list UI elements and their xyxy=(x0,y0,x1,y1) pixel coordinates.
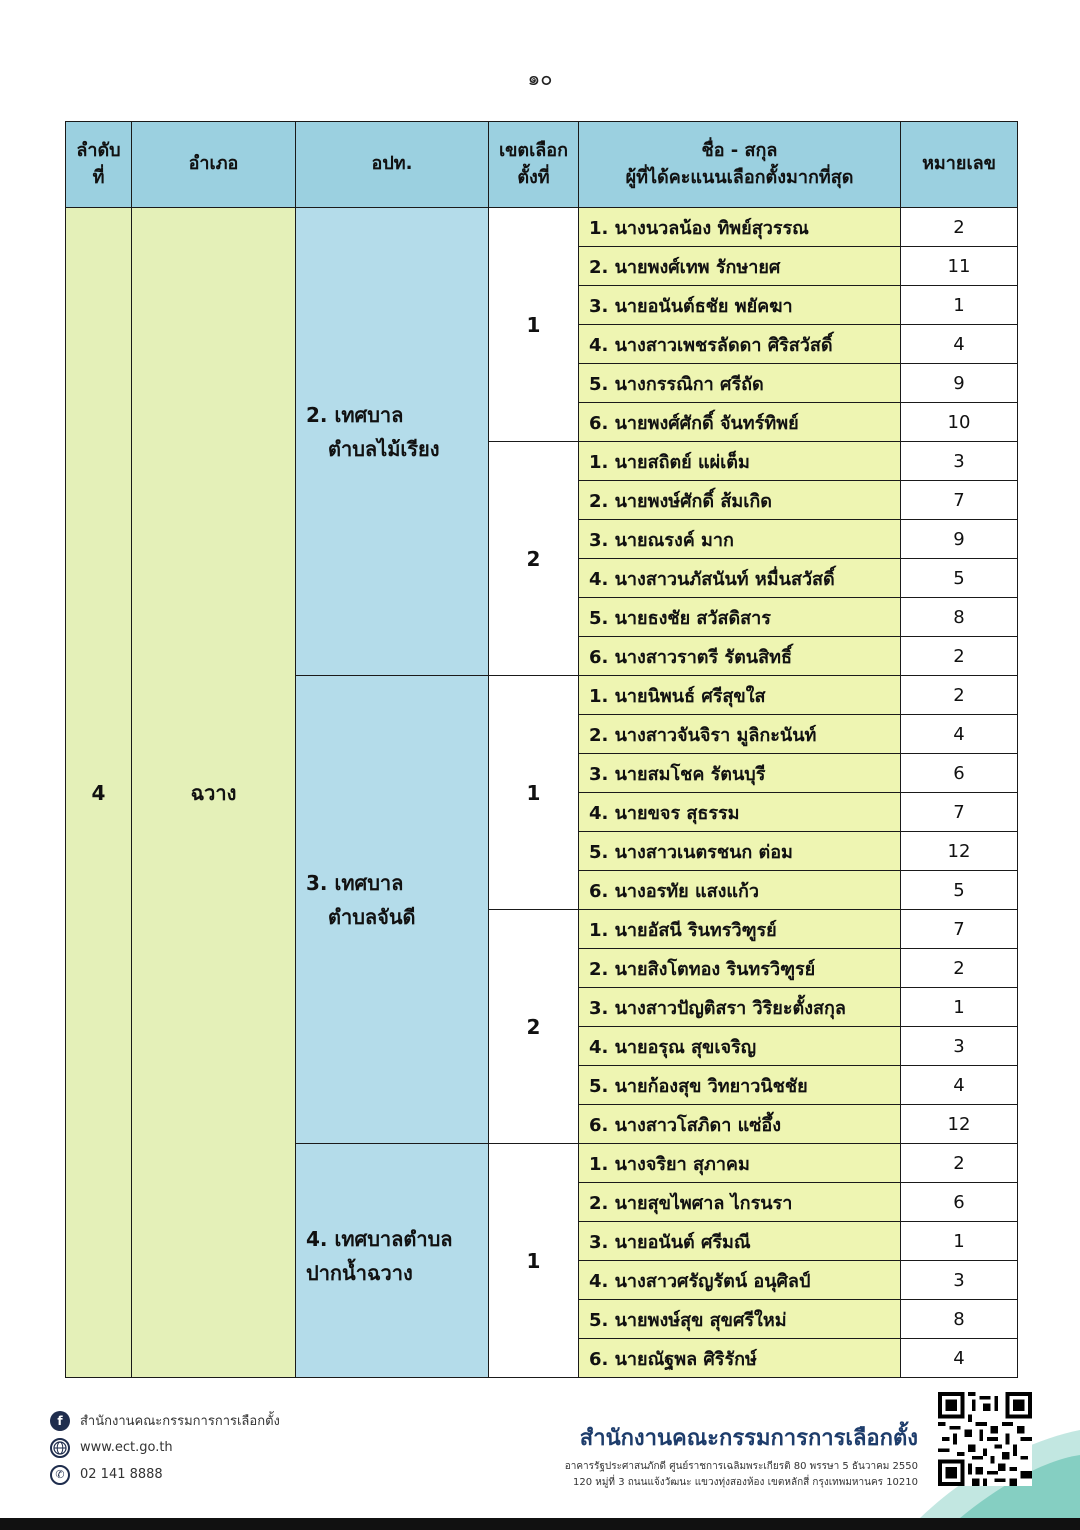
lao-name-line2: ตำบลไม้เรียง xyxy=(328,437,440,461)
header-zone: เขตเลือกตั้งที่ xyxy=(489,122,579,208)
zone-cell: 1 xyxy=(489,676,579,910)
candidate-number: 1 xyxy=(901,286,1018,325)
candidate-number: 9 xyxy=(901,520,1018,559)
candidate-number: 5 xyxy=(901,871,1018,910)
header-lao: อปท. xyxy=(296,122,489,208)
zone-cell: 2 xyxy=(489,442,579,676)
phone-number[interactable]: 02 141 8888 xyxy=(80,1467,163,1482)
page-number: ๑๐ xyxy=(527,66,553,90)
candidate-number: 12 xyxy=(901,1105,1018,1144)
seq-cell: 4 xyxy=(66,208,132,1378)
candidate-number: 8 xyxy=(901,1300,1018,1339)
candidate-number: 7 xyxy=(901,793,1018,832)
candidate-number: 2 xyxy=(901,1144,1018,1183)
candidate-number: 1 xyxy=(901,1222,1018,1261)
candidate-name: 1. นางนวลน้อง ทิพย์สุวรรณ xyxy=(579,208,901,247)
lao-cell xyxy=(296,208,489,676)
candidate-number: 12 xyxy=(901,832,1018,871)
candidate-number: 1 xyxy=(901,988,1018,1027)
candidate-name: 5. นางสาวเนตรชนก ต่อม xyxy=(579,832,901,871)
candidate-name: 1. นางจริยา สุภาคม xyxy=(579,1144,901,1183)
candidate-number: 2 xyxy=(901,676,1018,715)
candidate-number: 2 xyxy=(901,949,1018,988)
facebook-row xyxy=(50,1407,280,1434)
candidate-number: 3 xyxy=(901,1261,1018,1300)
contact-info xyxy=(50,1407,280,1488)
candidate-name: 6. นายพงศ์ศักดิ์ จันทร์ทิพย์ xyxy=(579,403,901,442)
results-body xyxy=(66,208,1018,1378)
candidate-name: 4. นางสาวเพชรลัดดา ศิริสวัสดิ์ xyxy=(579,325,901,364)
phone-icon: ✆ xyxy=(50,1465,70,1485)
table-row xyxy=(66,208,1018,247)
lao-name-line1: 2. เทศบาล xyxy=(306,403,404,427)
header-number: หมายเลข xyxy=(901,122,1018,208)
election-results-table xyxy=(65,121,1018,1378)
candidate-name: 6. นางอรทัย แสงแก้ว xyxy=(579,871,901,910)
lao-cell xyxy=(296,676,489,1144)
candidate-name: 5. นางกรรณิกา ศรีถัด xyxy=(579,364,901,403)
candidate-number: 8 xyxy=(901,598,1018,637)
address xyxy=(565,1459,918,1490)
candidate-number: 7 xyxy=(901,481,1018,520)
candidate-number: 4 xyxy=(901,715,1018,754)
candidate-number: 2 xyxy=(901,637,1018,676)
candidate-name: 4. นายอรุณ สุขเจริญ xyxy=(579,1027,901,1066)
candidate-number: 3 xyxy=(901,1027,1018,1066)
lao-name-line2: ปากน้ำฉวาง xyxy=(306,1261,413,1285)
candidate-name: 3. นางสาวปัญติสรา วิริยะตั้งสกุล xyxy=(579,988,901,1027)
candidate-name: 4. นายขจร สุธรรม xyxy=(579,793,901,832)
candidate-name: 2. นายพงษ์ศักดิ์ ส้มเกิด xyxy=(579,481,901,520)
phone-row xyxy=(50,1461,280,1488)
candidate-number: 4 xyxy=(901,1066,1018,1105)
candidate-name: 3. นายณรงค์ มาก xyxy=(579,520,901,559)
candidate-number: 11 xyxy=(901,247,1018,286)
candidate-number: 5 xyxy=(901,559,1018,598)
qr-code-icon[interactable] xyxy=(938,1392,1032,1486)
candidate-name: 3. นายสมโชค รัตนบุรี xyxy=(579,754,901,793)
website-link[interactable]: www.ect.go.th xyxy=(80,1440,173,1455)
candidate-number: 2 xyxy=(901,208,1018,247)
website-row xyxy=(50,1434,280,1461)
lao-cell xyxy=(296,1144,489,1378)
candidate-name: 5. นายธงชัย สวัสดิสาร xyxy=(579,598,901,637)
zone-cell: 2 xyxy=(489,910,579,1144)
candidate-number: 3 xyxy=(901,442,1018,481)
lao-name-line1: 4. เทศบาลตำบล xyxy=(306,1227,453,1251)
facebook-label[interactable]: สำนักงานคณะกรรมการการเลือกตั้ง xyxy=(80,1414,280,1429)
globe-icon xyxy=(50,1438,70,1458)
candidate-number: 10 xyxy=(901,403,1018,442)
candidate-name: 4. นางสาวนภัสนันท์ หมื่นสวัสดิ์ xyxy=(579,559,901,598)
candidate-number: 4 xyxy=(901,325,1018,364)
candidate-number: 6 xyxy=(901,754,1018,793)
bottom-bar xyxy=(0,1518,1080,1530)
candidate-name: 2. นายพงศ์เทพ รักษายศ xyxy=(579,247,901,286)
organization-name: สำนักงานคณะกรรมการการเลือกตั้ง xyxy=(579,1426,918,1451)
header-name xyxy=(579,122,901,208)
candidate-number: 9 xyxy=(901,364,1018,403)
header-name-line2: ผู้ที่ได้คะแนนเลือกตั้งมากที่สุด xyxy=(625,166,854,188)
facebook-icon: f xyxy=(50,1411,70,1431)
candidate-number: 4 xyxy=(901,1339,1018,1378)
zone-cell: 1 xyxy=(489,208,579,442)
district-cell: ฉวาง xyxy=(132,208,296,1378)
candidate-name: 2. นายสิงโตทอง รินทรวิฑูรย์ xyxy=(579,949,901,988)
candidate-name: 5. นายก้องสุข วิทยาวนิชชัย xyxy=(579,1066,901,1105)
candidate-name: 1. นายนิพนธ์ ศรีสุขใส xyxy=(579,676,901,715)
candidate-number: 6 xyxy=(901,1183,1018,1222)
candidate-name: 4. นางสาวศรัญรัตน์ อนุศิลป์ xyxy=(579,1261,901,1300)
candidate-name: 5. นายพงษ์สุข สุขศรีใหม่ xyxy=(579,1300,901,1339)
candidate-name: 2. นางสาวจันจิรา มูลิกะนันท์ xyxy=(579,715,901,754)
lao-name-line2: ตำบลจันดี xyxy=(328,905,416,929)
header-name-line1: ชื่อ - สกุล xyxy=(701,140,778,162)
candidate-name: 1. นายสถิตย์ แผ่เต็ม xyxy=(579,442,901,481)
candidate-name: 6. นายณัฐพล ศิริรักษ์ xyxy=(579,1339,901,1378)
candidate-name: 2. นายสุขไพศาล ไกรนรา xyxy=(579,1183,901,1222)
candidate-name: 1. นายอัสนี รินทรวิฑูรย์ xyxy=(579,910,901,949)
candidate-number: 7 xyxy=(901,910,1018,949)
zone-cell: 1 xyxy=(489,1144,579,1378)
candidate-name: 3. นายอนันต์ ศรีมณี xyxy=(579,1222,901,1261)
candidate-name: 6. นางสาวโสภิดา แซ่อึ้ง xyxy=(579,1105,901,1144)
address-line-2: 120 หมู่ที่ 3 ถนนแจ้งวัฒนะ แขวงทุ่งสองห้อง เขตหลักสี่ กรุงเทพมหานคร 10210 xyxy=(572,1476,918,1488)
header-district: อำเภอ xyxy=(132,122,296,208)
organization-block xyxy=(565,1420,918,1490)
address-line-1: อาคารรัฐประศาสนภักดี ศูนย์ราชการเฉลิมพระเกียรติ 80 พรรษา 5 ธันวาคม 2550 xyxy=(564,1461,918,1472)
lao-name-line1: 3. เทศบาล xyxy=(306,871,404,895)
candidate-name: 6. นางสาวราตรี รัตนสิทธิ์ xyxy=(579,637,901,676)
candidate-name: 3. นายอนันต์ธชัย พยัคฆา xyxy=(579,286,901,325)
header-seq: ลำดับที่ xyxy=(66,122,132,208)
